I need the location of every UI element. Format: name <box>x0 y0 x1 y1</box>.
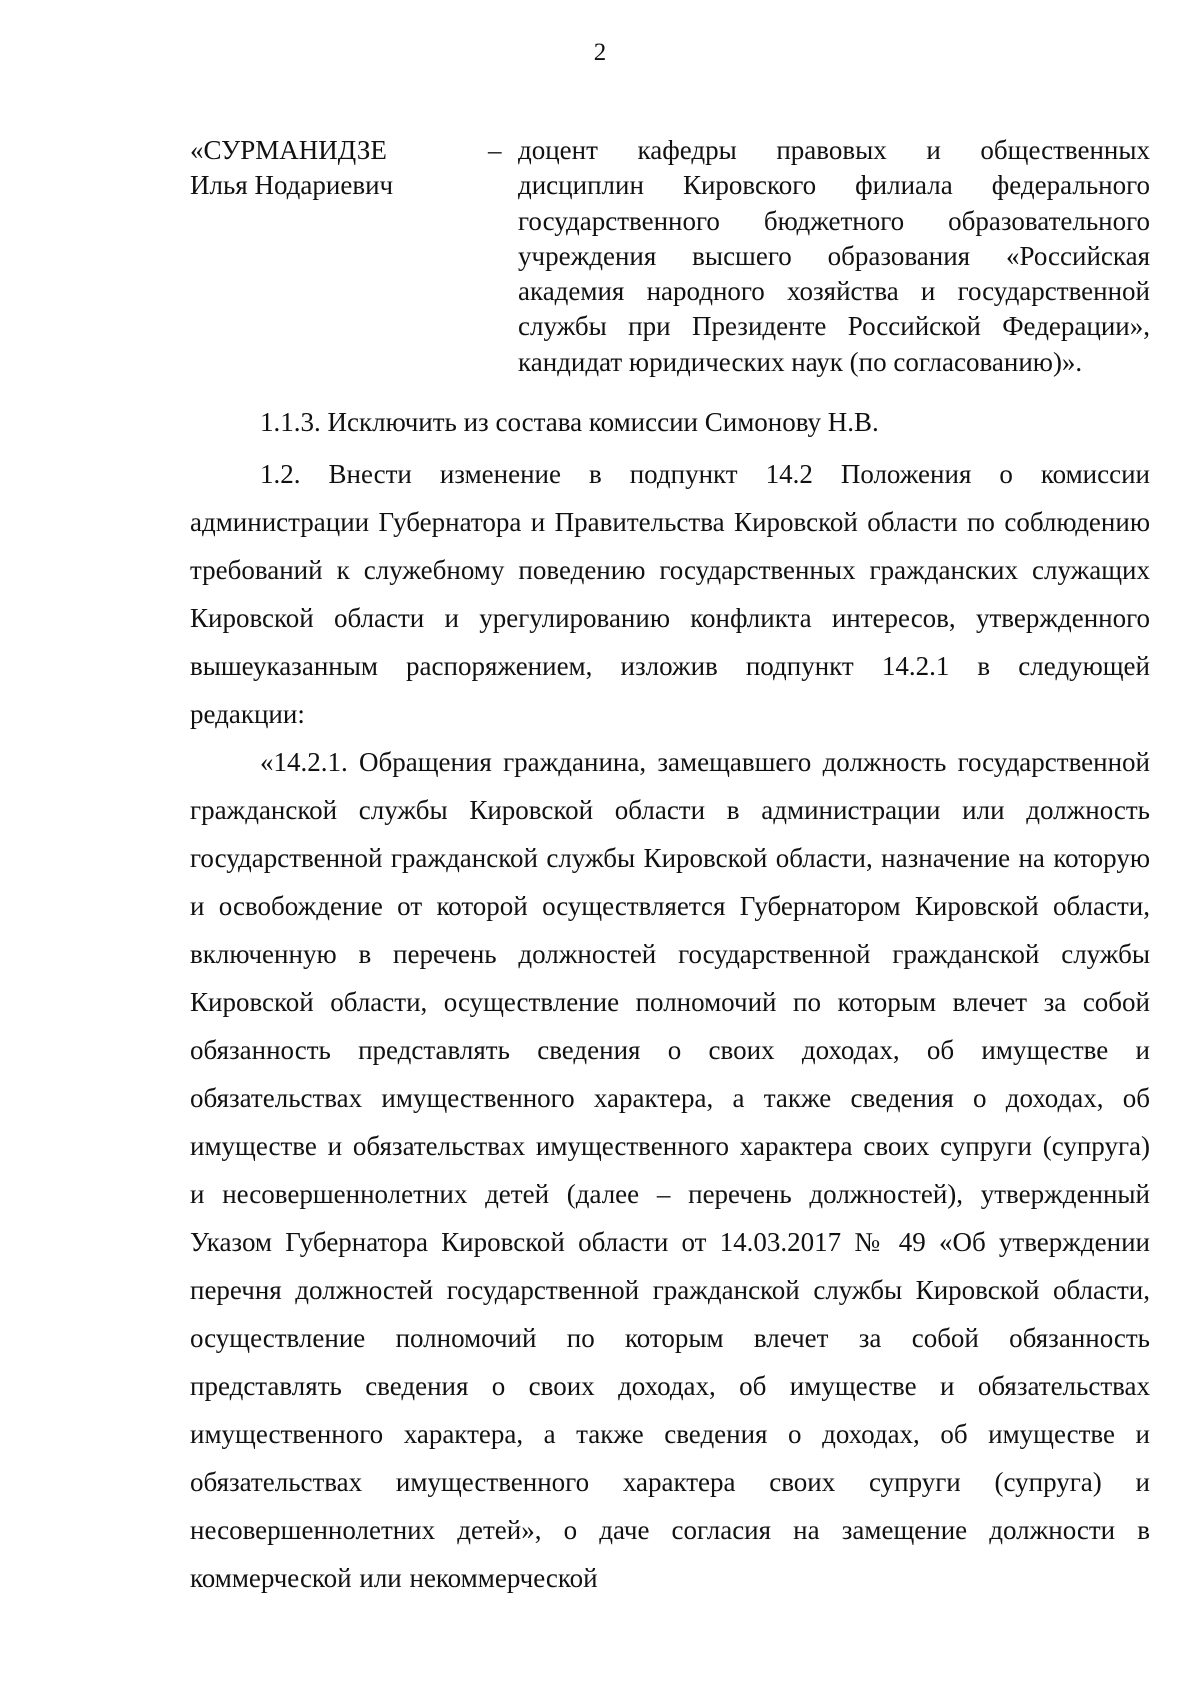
member-description: доцент кафедры правовых и общественных дисциплин Кировского филиала федерального государственного бюджетного образовательного учреждения высшего образования «Российская академия народного хозяйства и государственной службы при Президенте Российской Федерации», кандидат юридических наук (по согласованию)». <box>518 135 1150 377</box>
paragraph-1-2: 1.2. Внести изменение в подпункт 14.2 Положения о комиссии администрации Губернатора и Правительства Кировской области по соблюдению требований к служебному поведению государственных гражданских служащих Кировской области и урегулированию конфликта интересов, утвержденного вышеуказанным распоряжением, изложив подпункт 14.2.1 в следующей редакции: <box>190 459 1150 729</box>
member-name <box>190 133 470 203</box>
member-surname: «СУРМАНИДЗЕ <box>190 135 387 165</box>
member-given-names: Илья Нодариевич <box>190 170 394 200</box>
paragraph-1-1-3: 1.1.3. Исключить из состава комиссии Симонову Н.В. <box>260 407 879 437</box>
paragraph-14-2-1: «14.2.1. Обращения гражданина, замещавшего должность государственной гражданской службы Кировской области в администрации или должность государственной гражданской службы Кировской области, назначение на которую и освобождение от которой осуществляется Губернатором Кировской области, включенную в перечень должностей государственной гражданской службы Кировской области, осуществление полномочий по которым влечет за собой обязанность представлять сведения о своих доходах, об имуществе и обязательствах имущественного характера, а также сведения о доходах, об имуществе и обязательствах имущественного характера своих супруги (супруга) и несовершеннолетних детей (далее – перечень должностей), утвержденный Указом Губернатора Кировской области от 14.03.2017 № 49 «Об утверждении перечня должностей государственной гражданской службы Кировской области, осуществление полномочий по которым влечет за собой обязанность представлять сведения о своих доходах, об имуществе и обязательствах имущественного характера, а также сведения о доходах, об имуществе и обязательствах имущественного характера своих супруги (супруга) и несовершеннолетних детей», о даче согласия на замещение должности в коммерческой или некоммерческой <box>190 747 1150 1593</box>
member-dash: – <box>488 135 502 165</box>
document-body <box>190 398 1150 1602</box>
page-number: 2 <box>593 39 607 66</box>
